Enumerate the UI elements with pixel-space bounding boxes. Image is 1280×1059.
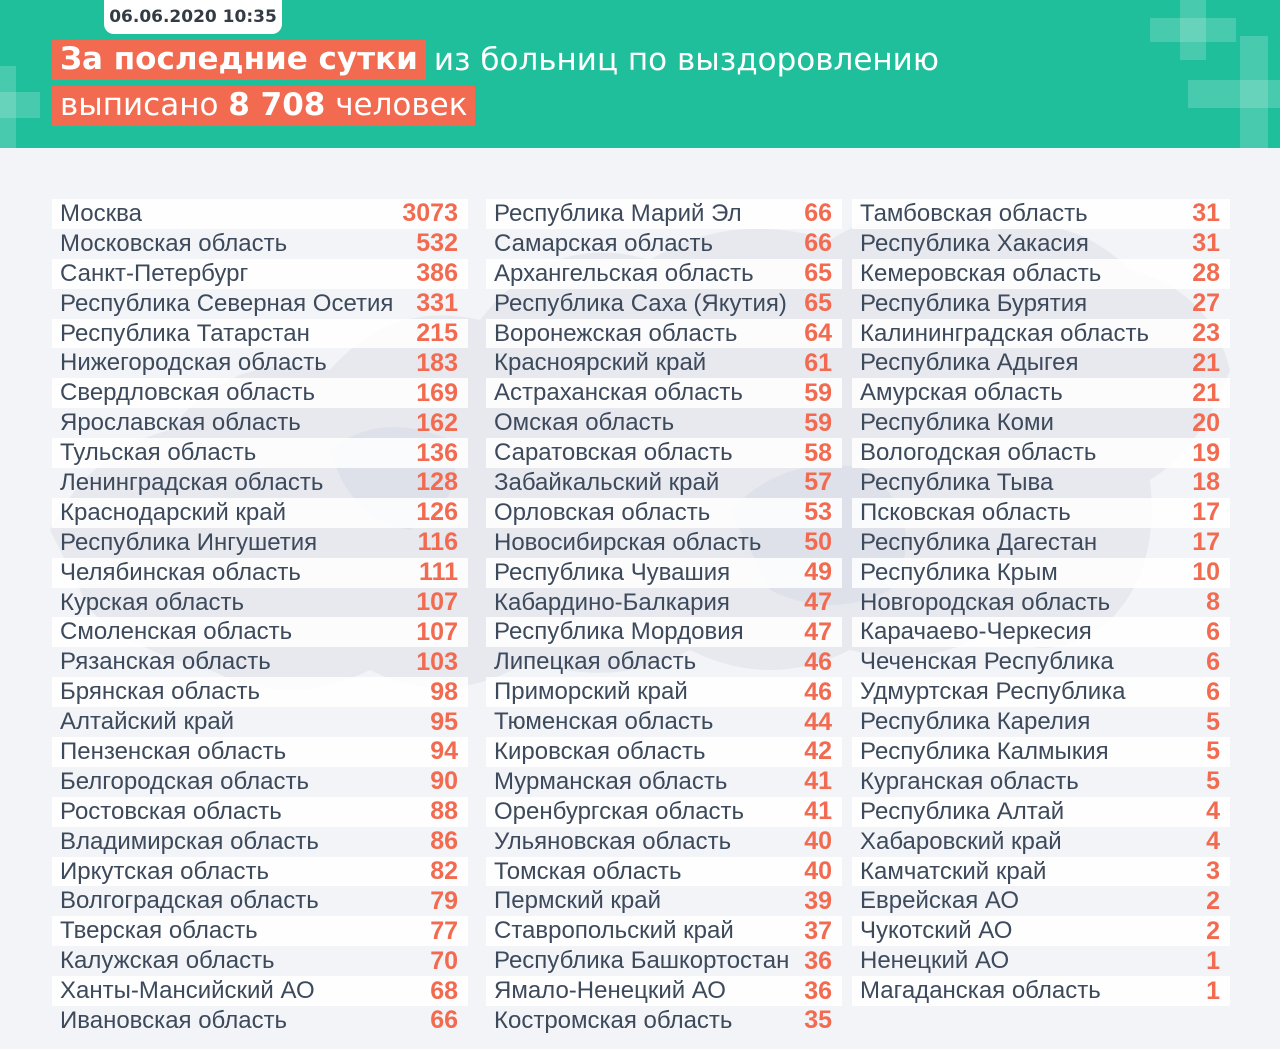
discharged-count: 86 [430, 827, 458, 856]
discharged-count: 21 [1192, 378, 1220, 407]
region-name: Республика Северная Осетия [60, 289, 394, 317]
region-name: Республика Коми [860, 409, 1054, 437]
table-row [52, 348, 468, 378]
region-name: Новгородская область [860, 588, 1111, 616]
table-row [852, 737, 1230, 767]
region-name: Хабаровский край [860, 827, 1062, 855]
region-name: Республика Мордовия [494, 618, 744, 646]
region-name: Республика Крым [860, 558, 1058, 586]
table-row [486, 797, 842, 827]
region-name: Костромская область [494, 1006, 733, 1034]
discharged-count: 5 [1206, 767, 1220, 796]
discharged-count: 169 [416, 378, 458, 407]
table-row [486, 1006, 842, 1036]
discharged-count: 65 [804, 289, 832, 318]
region-name: Республика Ингушетия [60, 528, 318, 556]
discharged-count: 68 [430, 976, 458, 1005]
discharged-count: 126 [416, 498, 458, 527]
table-row [852, 886, 1230, 916]
discharged-count: 98 [430, 677, 458, 706]
footer-strip [0, 1049, 1280, 1059]
region-name: Рязанская область [60, 648, 271, 676]
discharged-count: 39 [804, 886, 832, 915]
table-row [486, 199, 842, 229]
region-name: Омская область [494, 409, 675, 437]
discharged-count: 17 [1192, 528, 1220, 557]
discharged-count: 64 [804, 319, 832, 347]
region-name: Камчатский край [860, 857, 1047, 885]
discharged-count: 41 [804, 767, 832, 796]
discharged-count: 136 [416, 438, 458, 467]
table-row [52, 916, 468, 946]
discharged-count: 42 [804, 737, 832, 766]
region-name: Карачаево-Черкесия [860, 618, 1092, 646]
table-row [852, 617, 1230, 647]
region-name: Москва [60, 199, 142, 227]
region-name: Калининградская область [860, 319, 1150, 347]
table-row [486, 707, 842, 737]
region-name: Чукотский АО [860, 917, 1013, 945]
discharged-count: 386 [416, 259, 458, 288]
discharged-count: 66 [430, 1006, 458, 1035]
region-name: Республика Бурятия [860, 289, 1088, 317]
discharged-count: 4 [1206, 797, 1220, 826]
table-row [52, 647, 468, 677]
region-name: Кировская область [494, 737, 706, 765]
table-row [486, 438, 842, 468]
table-row [486, 319, 842, 349]
table-row [486, 976, 842, 1006]
region-name: Ханты-Мансийский АО [60, 977, 315, 1005]
region-name: Белгородская область [60, 767, 309, 795]
discharged-count: 90 [430, 767, 458, 796]
region-name: Республика Саха (Якутия) [494, 289, 787, 317]
table-row [52, 199, 468, 229]
region-name: Самарская область [494, 229, 714, 257]
region-name: Тульская область [60, 439, 257, 467]
discharged-count: 27 [1192, 289, 1220, 318]
table-row [52, 1006, 468, 1036]
discharged-count: 4 [1206, 827, 1220, 856]
table-row [852, 468, 1230, 498]
page-subtitle [52, 84, 475, 128]
region-name: Астраханская область [494, 379, 743, 407]
region-name: Мурманская область [494, 767, 728, 795]
discharged-count: 17 [1192, 498, 1220, 527]
discharged-count: 18 [1192, 468, 1220, 497]
table-row [52, 737, 468, 767]
table-row [852, 199, 1230, 229]
table-row [486, 647, 842, 677]
table-row [486, 408, 842, 438]
region-name: Республика Хакасия [860, 229, 1089, 257]
discharged-count: 1 [1206, 946, 1220, 975]
table-row [52, 827, 468, 857]
region-name: Республика Адыгея [860, 349, 1079, 377]
table-row [52, 408, 468, 438]
discharged-count: 35 [804, 1006, 832, 1035]
region-name: Ямало-Ненецкий АО [494, 977, 726, 1005]
region-name: Саратовская область [494, 439, 733, 467]
discharged-count: 116 [417, 528, 458, 557]
table-row [852, 588, 1230, 618]
discharged-count: 58 [804, 438, 832, 467]
region-name: Ленинградская область [60, 468, 324, 496]
table-row [52, 946, 468, 976]
region-name: Республика Калмыкия [860, 737, 1109, 765]
table-row [52, 707, 468, 737]
table-row [52, 498, 468, 528]
table-row [852, 408, 1230, 438]
region-name: Псковская область [860, 498, 1071, 526]
regions-table [0, 199, 1280, 1039]
table-row [852, 857, 1230, 887]
table-row [852, 707, 1230, 737]
region-name: Нижегородская область [60, 349, 327, 377]
title-rest: из больниц по выздоровлению [433, 42, 939, 78]
table-row [52, 797, 468, 827]
region-name: Санкт-Петербург [60, 259, 249, 287]
column-3 [852, 199, 1230, 1006]
discharged-count: 53 [804, 498, 832, 527]
discharged-count: 70 [430, 946, 458, 975]
table-row [52, 558, 468, 588]
region-name: Архангельская область [494, 259, 754, 287]
table-row [486, 677, 842, 707]
subtitle-suffix: человек [335, 87, 468, 123]
table-row [852, 647, 1230, 677]
discharged-count: 2 [1206, 916, 1220, 945]
discharged-count: 47 [804, 617, 832, 646]
table-row [852, 438, 1230, 468]
region-name: Алтайский край [60, 708, 235, 736]
discharged-count: 95 [430, 707, 458, 736]
table-row [52, 229, 468, 259]
region-name: Волгоградская область [60, 887, 319, 915]
discharged-count: 3 [1206, 857, 1220, 886]
table-row [852, 259, 1230, 289]
table-row [852, 976, 1230, 1006]
discharged-count: 36 [804, 946, 832, 975]
table-row [852, 767, 1230, 797]
discharged-count: 94 [430, 737, 458, 766]
region-name: Курская область [60, 588, 244, 616]
discharged-count: 36 [804, 976, 832, 1005]
region-name: Амурская область [860, 379, 1063, 407]
table-row [52, 976, 468, 1006]
region-name: Липецкая область [494, 648, 697, 676]
table-row [486, 378, 842, 408]
discharged-count: 162 [416, 408, 458, 437]
discharged-count: 61 [804, 348, 832, 377]
discharged-count: 107 [416, 617, 458, 646]
table-row [52, 468, 468, 498]
region-name: Ярославская область [60, 409, 301, 437]
region-name: Забайкальский край [494, 468, 720, 496]
discharged-count: 2 [1206, 886, 1220, 915]
region-name: Орловская область [494, 498, 711, 526]
discharged-count: 183 [416, 348, 458, 377]
table-row [486, 827, 842, 857]
table-row [52, 319, 468, 349]
table-row [52, 588, 468, 618]
discharged-count: 46 [804, 677, 832, 706]
discharged-count: 44 [804, 707, 832, 736]
region-name: Иркутская область [60, 857, 269, 885]
region-name: Чеченская Республика [860, 648, 1114, 676]
region-name: Ивановская область [60, 1006, 288, 1034]
region-name: Еврейская АО [860, 887, 1020, 915]
subtitle-prefix: выписано [60, 87, 219, 123]
discharged-count: 31 [1192, 229, 1220, 258]
discharged-count: 331 [416, 289, 458, 318]
table-row [852, 348, 1230, 378]
table-row [486, 289, 842, 319]
discharged-count: 41 [804, 797, 832, 826]
region-name: Оренбургская область [494, 797, 745, 825]
region-name: Магаданская область [860, 977, 1101, 1005]
table-row [852, 498, 1230, 528]
table-row [486, 528, 842, 558]
table-row [52, 378, 468, 408]
table-row [52, 617, 468, 647]
region-name: Республика Тыва [860, 468, 1054, 496]
discharged-count: 49 [804, 558, 832, 587]
discharged-count: 6 [1206, 647, 1220, 676]
discharged-count: 40 [804, 857, 832, 886]
region-name: Краснодарский край [60, 498, 287, 526]
discharged-count: 59 [804, 408, 832, 437]
discharged-count: 88 [430, 797, 458, 826]
discharged-count: 6 [1206, 617, 1220, 646]
region-name: Республика Башкортостан [494, 947, 790, 975]
table-row [852, 946, 1230, 976]
region-name: Калужская область [60, 947, 275, 975]
table-row [486, 886, 842, 916]
region-name: Ставропольский край [494, 917, 734, 945]
table-row [486, 259, 842, 289]
table-row [486, 348, 842, 378]
region-name: Республика Марий Эл [494, 199, 742, 227]
table-row [52, 677, 468, 707]
discharged-count: 37 [804, 916, 832, 945]
discharged-count: 82 [430, 857, 458, 886]
table-row [486, 946, 842, 976]
title-highlight: За последние сутки [52, 40, 426, 80]
table-row [852, 797, 1230, 827]
table-row [852, 916, 1230, 946]
discharged-count: 19 [1192, 438, 1220, 467]
region-name: Тамбовская область [860, 199, 1088, 227]
discharged-count: 111 [419, 558, 458, 587]
discharged-count: 40 [804, 827, 832, 856]
table-row [486, 737, 842, 767]
table-row [852, 827, 1230, 857]
table-row [486, 558, 842, 588]
table-row [486, 857, 842, 887]
plus-icon [1150, 18, 1236, 42]
discharged-count: 65 [804, 259, 832, 288]
discharged-count: 103 [416, 647, 458, 676]
region-name: Брянская область [60, 678, 260, 706]
discharged-count: 46 [804, 647, 832, 676]
discharged-count: 1 [1206, 976, 1220, 1005]
subtitle-highlight [52, 86, 475, 126]
table-row [852, 528, 1230, 558]
table-row [852, 558, 1230, 588]
discharged-count: 66 [804, 199, 832, 228]
discharged-count: 57 [804, 468, 832, 497]
region-name: Ростовская область [60, 797, 282, 825]
discharged-count: 215 [416, 319, 458, 347]
discharged-count: 5 [1206, 707, 1220, 736]
page-title [52, 38, 939, 82]
table-row [852, 378, 1230, 408]
discharged-count: 77 [430, 916, 458, 945]
plus-icon [1188, 80, 1280, 108]
column-1 [52, 199, 468, 1036]
discharged-count: 23 [1192, 319, 1220, 347]
region-name: Свердловская область [60, 379, 315, 407]
subtitle-number: 8 708 [228, 87, 326, 123]
table-row [52, 767, 468, 797]
region-name: Тюменская область [494, 708, 714, 736]
table-row [486, 229, 842, 259]
region-name: Курганская область [860, 767, 1079, 795]
discharged-count: 21 [1192, 348, 1220, 377]
region-name: Воронежская область [494, 319, 738, 347]
discharged-count: 6 [1206, 677, 1220, 706]
region-name: Ненецкий АО [860, 947, 1010, 975]
region-name: Челябинская область [60, 558, 301, 586]
discharged-count: 10 [1192, 558, 1220, 587]
region-name: Томская область [494, 857, 682, 885]
discharged-count: 8 [1206, 588, 1220, 617]
region-name: Московская область [60, 229, 288, 257]
discharged-count: 28 [1192, 259, 1220, 288]
date-badge: 06.06.2020 10:35 [104, 0, 282, 34]
discharged-count: 107 [416, 588, 458, 617]
region-name: Республика Чувашия [494, 558, 731, 586]
table-row [486, 468, 842, 498]
region-name: Кемеровская область [860, 259, 1102, 287]
discharged-count: 47 [804, 588, 832, 617]
table-row [486, 588, 842, 618]
region-name: Вологодская область [860, 439, 1097, 467]
discharged-count: 3073 [402, 199, 458, 228]
column-2 [486, 199, 842, 1036]
region-name: Республика Дагестан [860, 528, 1098, 556]
table-row [852, 229, 1230, 259]
region-name: Ульяновская область [494, 827, 732, 855]
region-name: Республика Татарстан [60, 319, 310, 347]
region-name: Новосибирская область [494, 528, 762, 556]
discharged-count: 31 [1192, 199, 1220, 228]
discharged-count: 128 [416, 468, 458, 497]
discharged-count: 5 [1206, 737, 1220, 766]
region-name: Смоленская область [60, 618, 293, 646]
table-row [486, 916, 842, 946]
region-name: Приморский край [494, 678, 688, 706]
region-name: Пензенская область [60, 737, 287, 765]
table-row [486, 617, 842, 647]
table-row [52, 528, 468, 558]
region-name: Кабардино-Балкария [494, 588, 730, 616]
region-name: Тверская область [60, 917, 258, 945]
table-row [852, 677, 1230, 707]
table-row [52, 857, 468, 887]
table-row [52, 438, 468, 468]
table-row [486, 498, 842, 528]
header-banner [0, 0, 1280, 148]
table-row [52, 886, 468, 916]
region-name: Владимирская область [60, 827, 319, 855]
table-row [486, 767, 842, 797]
table-row [52, 259, 468, 289]
region-name: Удмуртская Республика [860, 678, 1126, 706]
discharged-count: 20 [1192, 408, 1220, 437]
region-name: Пермский край [494, 887, 662, 915]
region-name: Республика Алтай [860, 797, 1065, 825]
discharged-count: 59 [804, 378, 832, 407]
discharged-count: 532 [416, 229, 458, 258]
table-row [852, 289, 1230, 319]
table-row [852, 319, 1230, 349]
discharged-count: 66 [804, 229, 832, 258]
discharged-count: 50 [804, 528, 832, 557]
plus-icon [0, 92, 40, 118]
discharged-count: 79 [430, 886, 458, 915]
table-row [52, 289, 468, 319]
region-name: Республика Карелия [860, 708, 1091, 736]
region-name: Красноярский край [494, 349, 707, 377]
